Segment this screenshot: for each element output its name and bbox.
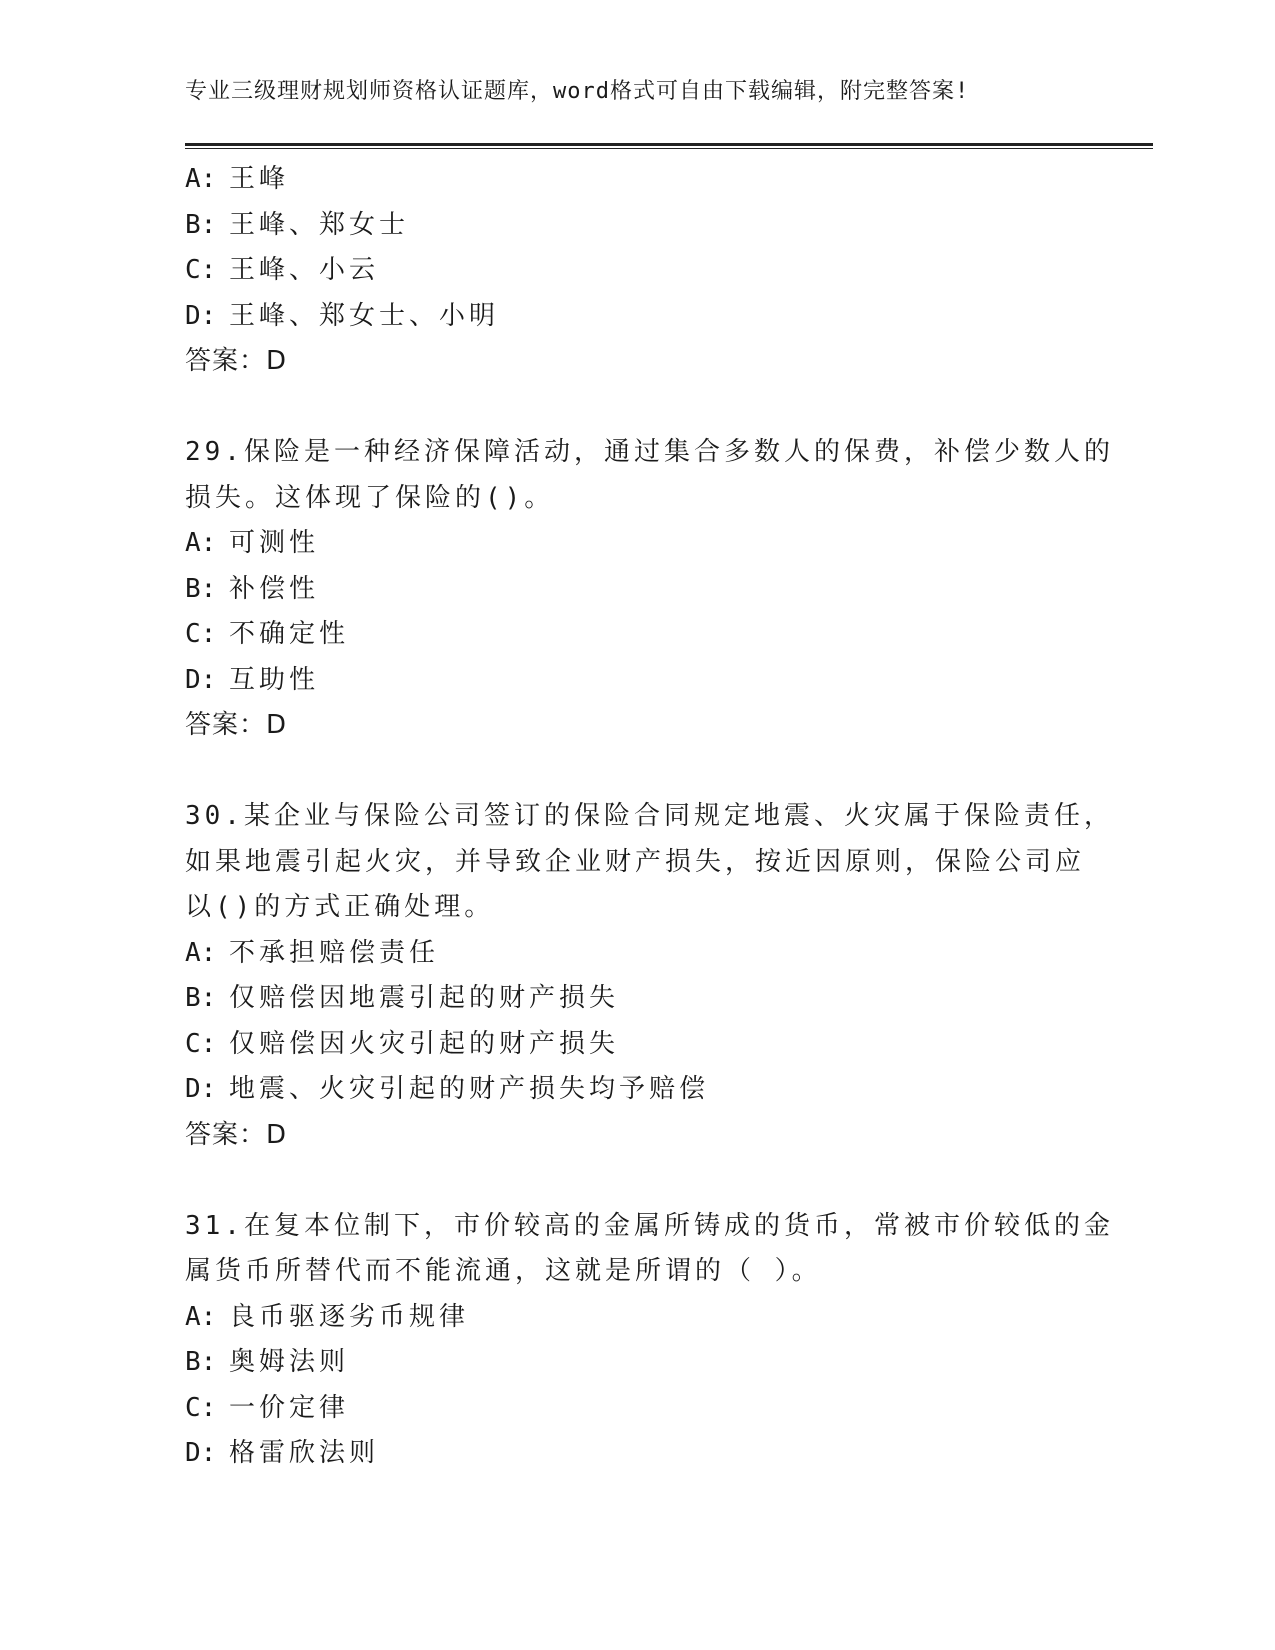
option-line — [185, 203, 1085, 249]
option-line — [185, 1295, 1085, 1341]
page-header: 专业三级理财规划师资格认证题库，word格式可自由下载编辑，附完整答案! — [185, 79, 970, 104]
option-text: 王峰、小云 — [229, 255, 380, 285]
question-block — [185, 430, 1114, 749]
option-text: 王峰、郑女士 — [229, 209, 410, 240]
option-text: 互助性 — [229, 664, 320, 695]
option-line — [185, 658, 1085, 704]
option-line — [185, 157, 1085, 203]
option-text: 可测性 — [229, 528, 320, 558]
option-line — [185, 521, 1085, 567]
option-label: B: — [185, 1347, 217, 1377]
option-line — [185, 1022, 1085, 1068]
header-rule-thick — [185, 143, 1153, 146]
option-text: 仅赔偿因地震引起的财产损失 — [229, 983, 620, 1013]
option-label: C: — [185, 619, 217, 649]
option-label: C: — [185, 255, 217, 285]
option-label: C: — [185, 1028, 217, 1059]
spacer — [185, 749, 1085, 795]
option-label: C: — [185, 1392, 217, 1423]
question-stem: 如果地震引起火灾，并导致企业财产损失，按近因原则，保险公司应 — [185, 846, 1086, 877]
option-line — [185, 248, 1085, 294]
option-text: 地震、火灾引起的财产损失均予赔偿 — [229, 1074, 710, 1104]
question-stem: 损失。这体现了保险的()。 — [185, 482, 555, 513]
option-text: 一价定律 — [229, 1392, 350, 1423]
option-label: D: — [185, 1074, 217, 1104]
option-text: 王峰 — [229, 164, 290, 194]
option-text: 良币驱逐劣币规律 — [229, 1301, 470, 1332]
question-stem: 以()的方式正确处理。 — [185, 892, 495, 922]
option-label: B: — [185, 573, 217, 604]
option-label: B: — [185, 209, 217, 240]
option-text: 不承担赔偿责任 — [229, 937, 440, 968]
option-line — [185, 1340, 1085, 1386]
option-label: D: — [185, 664, 217, 695]
option-line — [185, 567, 1085, 613]
question-block — [185, 1204, 1114, 1477]
option-text: 仅赔偿因火灾引起的财产损失 — [229, 1028, 620, 1059]
answer-line: 答案：D — [185, 346, 288, 376]
question-stem: 30.某企业与保险公司签订的保险合同规定地震、火灾属于保险责任， — [185, 801, 1114, 831]
question-stem: 属货币所替代而不能流通，这就是所谓的（ ）。 — [185, 1256, 822, 1286]
option-line — [185, 976, 1085, 1022]
question-list — [185, 157, 1114, 1477]
option-line — [185, 1431, 1085, 1477]
question-stem: 29.保险是一种经济保障活动，通过集合多数人的保费，补偿少数人的 — [185, 437, 1114, 467]
option-label: A: — [185, 937, 217, 968]
option-text: 不确定性 — [229, 619, 350, 649]
option-text: 王峰、郑女士、小明 — [229, 300, 500, 331]
option-label: D: — [185, 1438, 217, 1468]
option-label: A: — [185, 1301, 217, 1332]
option-label: D: — [185, 300, 217, 331]
spacer — [185, 385, 1085, 431]
spacer — [185, 1158, 1085, 1204]
header-rule-thin — [185, 148, 1153, 149]
answer-line: 答案：D — [185, 710, 288, 740]
answer-line: 答案：D — [185, 1119, 288, 1150]
option-label: A: — [185, 528, 217, 558]
option-label: B: — [185, 983, 217, 1013]
option-text: 格雷欣法则 — [229, 1438, 380, 1468]
option-line — [185, 294, 1085, 340]
question-block — [185, 157, 1085, 385]
option-line — [185, 931, 1085, 977]
option-label: A: — [185, 164, 217, 194]
question-stem: 31.在复本位制下，市价较高的金属所铸成的货币，常被市价较低的金 — [185, 1210, 1114, 1241]
option-text: 补偿性 — [229, 573, 320, 604]
option-line — [185, 612, 1085, 658]
option-line — [185, 1386, 1085, 1432]
option-text: 奥姆法则 — [229, 1347, 350, 1377]
option-line — [185, 1067, 1085, 1113]
question-block — [185, 794, 1114, 1158]
